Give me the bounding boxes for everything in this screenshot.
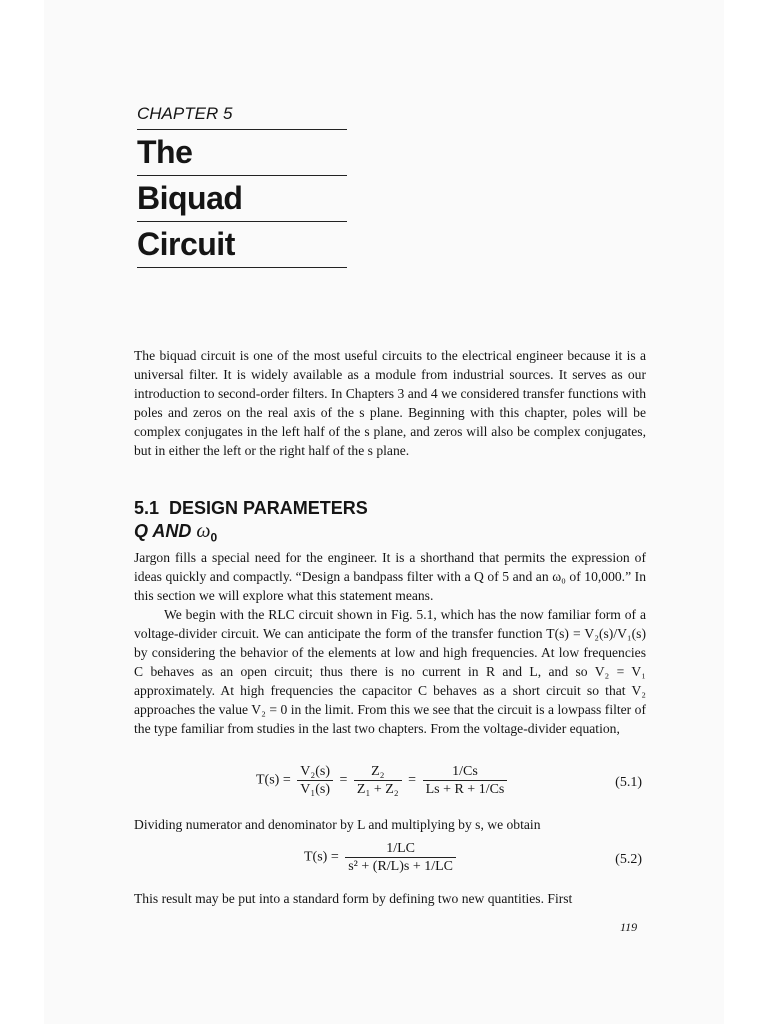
paragraph-4: This result may be put into a standard form by defining two new quantities. First [134, 891, 573, 906]
paragraph-3: Dividing numerator and denominator by L and multiplying by s, we obtain [134, 817, 541, 832]
omega-symbol: ω [196, 520, 211, 542]
eq1-f2-den: Z₁ + Z₂ [356, 782, 399, 797]
eq1-lhs: T(s) = [256, 772, 291, 788]
section-heading-line-2 [134, 520, 368, 550]
paragraph-1: Jargon fills a special need for the engineer. It is a shorthand that permits the expression of ideas quickly and compactly. “Design a bandpass filter with a Q of 5 and an ω₀ of 10,000.” In this section we will explore what this statement means. [134, 550, 646, 603]
paragraph-4-block [134, 889, 646, 908]
chapter-heading [137, 104, 347, 268]
equation-5-2 [134, 840, 646, 884]
section-title-line-1: DESIGN PARAMETERS [169, 498, 368, 518]
eq2-lhs: T(s) = [304, 849, 339, 865]
intro-paragraph: The biquad circuit is one of the most useful circuits to the electrical engineer because it is a universal filter. It is widely available as a module from industrial sources. It serves as our introduction to second-order filters. In Chapters 3 and 4 we considered transfer functions with poles and zeros on the real axis of the s plane. Beginning with this chapter, poles will be complex conjugates in the left half of the s plane, and zeros will also be complex conjugates, but in either the left or the right half of the s plane. [134, 348, 646, 458]
section-body [134, 548, 646, 738]
omega-subscript: 0 [210, 530, 218, 545]
eq1-f3-den: Ls + R + 1/Cs [425, 782, 505, 797]
section-title-line-2-prefix: Q AND [134, 521, 192, 541]
eq1-f1-den: V₁(s) [300, 782, 330, 797]
eq1-f2-num: Z₂ [354, 763, 402, 781]
eq1-f1-num: V₂(s) [297, 763, 333, 781]
eq1-f3-num: 1/Cs [423, 763, 508, 781]
chapter-title-line-2: Biquad [137, 176, 347, 222]
eq2-den: s² + (R/L)s + 1/LC [348, 859, 454, 874]
section-heading-line-1 [134, 497, 368, 520]
paragraph-2: We begin with the RLC circuit shown in Fig. 5.1, which has the now familiar form of a voltage-divider circuit. We can anticipate the form of the transfer function T(s) = V₂(s)/V₁(s) by considering the behavior of the elements at low and high frequencies. At low frequencies C behaves as an open circuit; thus there is no current in R and L, and so V₂ = V₁ approximately. At high frequencies the capacitor C behaves as a short circuit so that V₂ approaches the value V₂ = 0 in the limit. From this we see that the circuit is a lowpass filter of the type familiar from studies in the last two chapters. From the voltage-divider equation, [134, 607, 646, 736]
eq1-fraction-2 [354, 763, 402, 798]
chapter-title-line-1: The [137, 130, 347, 176]
chapter-title-line-3: Circuit [137, 222, 347, 268]
eq1-fraction-1 [297, 763, 333, 798]
equation-5-1-body [256, 763, 510, 798]
eq1-equals-a: = [339, 772, 348, 788]
equation-number-5-1: (5.1) [615, 775, 642, 790]
page-number: 119 [620, 920, 638, 934]
section-number: 5.1 [134, 498, 160, 518]
eq1-fraction-3 [423, 763, 508, 798]
equation-5-2-body [304, 840, 459, 875]
paragraph-3-block [134, 815, 646, 834]
eq2-num: 1/LC [345, 840, 456, 858]
intro-paragraph-block [134, 346, 646, 460]
eq2-fraction [345, 840, 456, 875]
equation-number-5-2: (5.2) [615, 852, 642, 867]
eq1-equals-b: = [408, 772, 417, 788]
equation-5-1 [134, 763, 646, 807]
section-heading [134, 497, 368, 550]
chapter-label: CHAPTER 5 [137, 104, 347, 130]
